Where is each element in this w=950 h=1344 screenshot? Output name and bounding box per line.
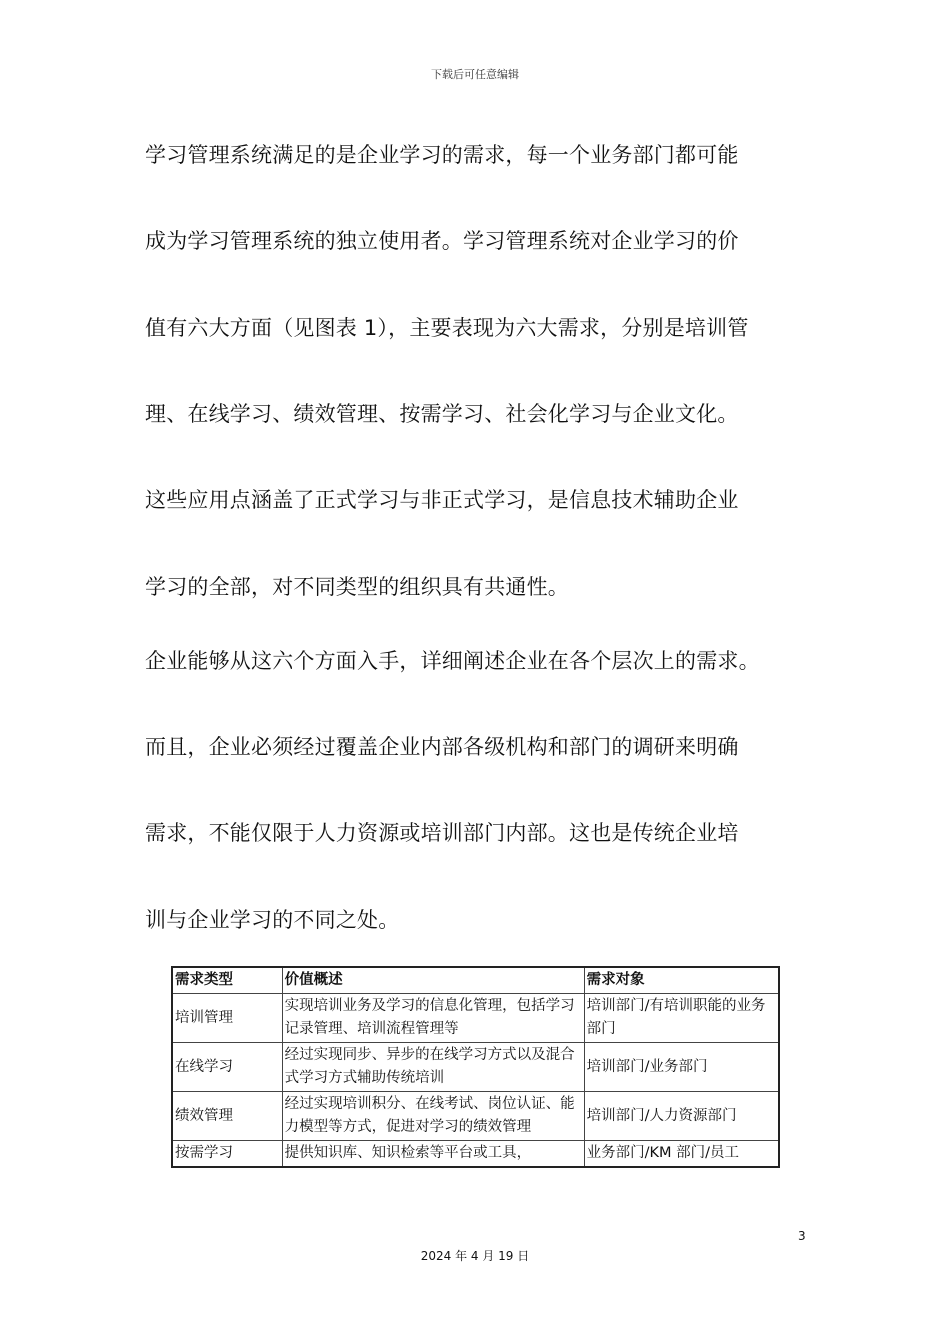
body-line: 训与企业学习的不同之处。 (145, 908, 400, 932)
body-line: 成为学习管理系统的独立使用者。学习管理系统对企业学习的价 (145, 229, 739, 253)
header-cell-target: 需求对象 (584, 967, 779, 994)
body-line: 理、在线学习、绩效管理、按需学习、社会化学习与企业文化。 (145, 402, 739, 426)
header-cell-type: 需求类型 (172, 967, 282, 994)
cell-desc: 实现培训业务及学习的信息化管理，包括学习记录管理、培训流程管理等 (282, 994, 584, 1043)
table-row (172, 1092, 779, 1141)
requirements-table (171, 966, 780, 1168)
cell-type: 绩效管理 (172, 1092, 282, 1141)
body-line: 值有六大方面（见图表 1），主要表现为六大需求，分别是培训管 (145, 316, 749, 340)
cell-type: 按需学习 (172, 1141, 282, 1168)
page-number: 3 (798, 1229, 806, 1243)
cell-desc: 经过实现同步、异步的在线学习方式以及混合式学习方式辅助传统培训 (282, 1043, 584, 1092)
table-row (172, 1141, 779, 1168)
cell-desc: 提供知识库、知识检索等平台或工具， (282, 1141, 584, 1168)
cell-type: 在线学习 (172, 1043, 282, 1092)
body-line: 学习的全部，对不同类型的组织具有共通性。 (145, 575, 569, 599)
cell-target: 培训部门/有培训职能的业务部门 (584, 994, 779, 1043)
cell-target: 培训部门/人力资源部门 (584, 1092, 779, 1141)
table-header-row (172, 967, 779, 994)
table-row (172, 994, 779, 1043)
cell-type: 培训管理 (172, 994, 282, 1043)
body-line: 企业能够从这六个方面入手，详细阐述企业在各个层次上的需求。 (145, 649, 760, 673)
body-line: 而且，企业必须经过覆盖企业内部各级机构和部门的调研来明确 (145, 735, 739, 759)
header-cell-value: 价值概述 (282, 967, 584, 994)
body-line: 学习管理系统满足的是企业学习的需求，每一个业务部门都可能 (145, 143, 739, 167)
table-row (172, 1043, 779, 1092)
body-line: 需求，不能仅限于人力资源或培训部门内部。这也是传统企业培 (145, 821, 739, 845)
footer-date: 2024 年 4 月 19 日 (420, 1249, 530, 1263)
cell-target: 业务部门/KM 部门/员工 (584, 1141, 779, 1168)
body-line: 这些应用点涵盖了正式学习与非正式学习，是信息技术辅助企业 (145, 488, 739, 512)
cell-desc: 经过实现培训积分、在线考试、岗位认证、能力模型等方式，促进对学习的绩效管理 (282, 1092, 584, 1141)
header-note: 下载后可任意编辑 (431, 68, 519, 81)
cell-target: 培训部门/业务部门 (584, 1043, 779, 1092)
